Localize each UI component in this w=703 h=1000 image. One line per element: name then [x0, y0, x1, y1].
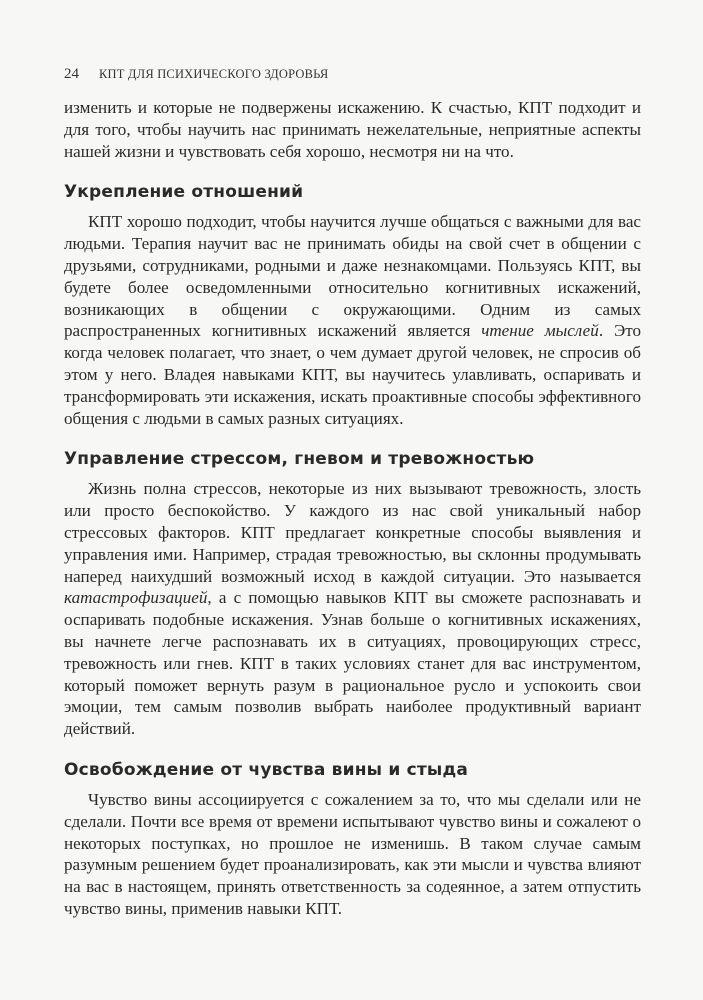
- paragraph-text: . Это когда человек полагает, что знает, о чем думает другой человек, не спросив об этом у него. Владея навыками КПТ, вы научитесь улавливать, оспаривать и трансформировать эти искажения, искать проактивные способы эффективного общения с людьми в самых разных ситуациях.: [64, 321, 642, 428]
- page-number: 24: [64, 66, 79, 82]
- emphasis-term: катастрофизацией: [64, 588, 208, 608]
- section-heading-relationships: Укрепление отношений: [64, 182, 304, 203]
- section-paragraph-relationships: [64, 211, 641, 429]
- section-paragraph-stress: [64, 478, 641, 740]
- paragraph-text: Жизнь полна стрессов, некоторые из них вызывают тревожность, злость или просто беспокойство. У каждого из нас свой уникальный набор стрессовых факторов. КПТ предлагает конкретные способы выявления и управления ими. Например, страдая тревожностью, вы склонны продумывать наперед наихудший возможный исход в каждой ситуации. Это называется: [64, 479, 641, 586]
- paragraph-text: КПТ хорошо подходит, чтобы научится лучше общаться с важными для вас людьми. Терапия научит вас не принимать обиды на свой счет в общении с друзьями, сотрудниками, родными и даже незнакомцами. Пользуясь КПТ, вы будете более осведомленными относительно когнитивных искажений, возникающих в общении с окружающими. Одним из самых распространенных когнитивных искажений является: [64, 212, 641, 341]
- section-heading-stress: Управление стрессом, гневом и тревожностью: [64, 449, 535, 470]
- running-title: КПТ ДЛЯ ПСИХИЧЕСКОГО ЗДОРОВЬЯ: [99, 67, 329, 81]
- running-head: [64, 66, 641, 83]
- emphasis-term: чтение мыслей: [481, 321, 599, 341]
- paragraph-text: , а с помощью навыков КПТ вы сможете распознавать и оспаривать подобные искажения. Узнав больше о когнитивных искажениях, вы начнете легче распознавать их в ситуациях, провоцирующих стресс, тревожность или гнев. КПТ в таких условиях станет для вас инструментом, который поможет вернуть разум в рациональное русло и успокоить свои эмоции, тем самым позволив выбрать наиболее продуктивный вариант действий.: [64, 588, 641, 739]
- intro-paragraph: изменить и которые не подвержены искажению. К счастью, КПТ подходит и для того, чтобы научить нас принимать нежелательные, неприятные аспекты нашей жизни и чувствовать себя хорошо, несмотря ни на что.: [64, 98, 641, 161]
- section-paragraph-guilt: Чувство вины ассоциируется с сожалением за то, что мы сделали или не сделали. Почти все время от времени испытывают чувство вины и сожалеют о некоторых поступках, но прошлое не изменишь. В таком случае самым разумным решением будет проанализировать, как эти мысли и чувства влияют на вас в настоящем, принять ответственность за содеянное, а затем отпустить чувство вины, применив навыки КПТ.: [64, 789, 641, 918]
- section-heading-guilt: Освобождение от чувства вины и стыда: [64, 759, 469, 780]
